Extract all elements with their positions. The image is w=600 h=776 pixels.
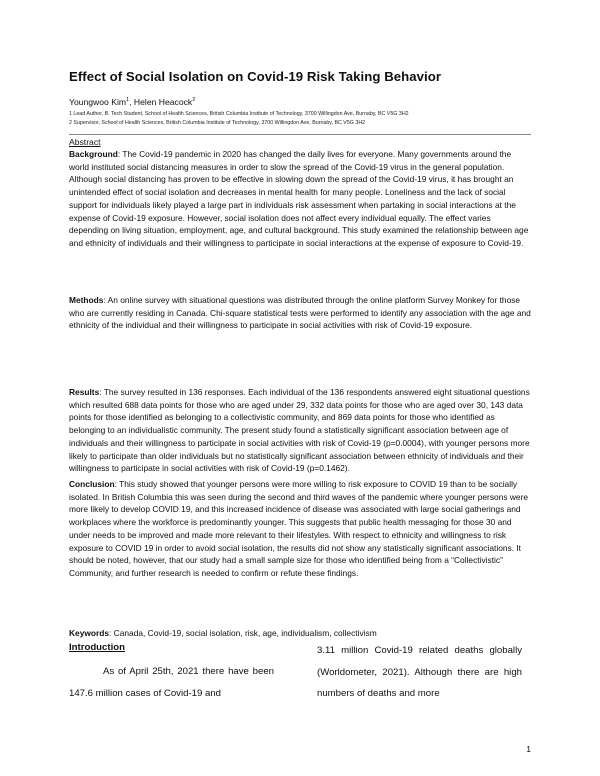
- paper-title: Effect of Social Isolation on Covid-19 Risk Taking Behavior: [69, 69, 442, 84]
- affiliation-marker: 2: [192, 97, 196, 104]
- abstract-heading: Abstract: [69, 137, 101, 147]
- intro-right-column: [317, 640, 522, 705]
- keywords-label: Keywords: [69, 628, 110, 638]
- abstract-results: [69, 386, 531, 475]
- paragraph-text: : The Covid-19 pandemic in 2020 has changed the daily lives for everyone. Many governments around the world instituted social distancing measures in order to slow the spread of the Covid-19 virus in the general population. Although social distancing has proven to be effective in slowing down the spread of the Covid-19 virus, it has brought an unintended effect of social isolation and decreases in mental health for many people. Loneliness and the lack of social support for individuals likely played a large part in individuals risk assessment when partaking in social interactions at the expense of Covid-19 exposure. However, social isolation does not affect every individual equally. The effect varies depending on living situation, employment, age, and cultural background. This study examined the relationship between age and ethnicity of individuals and their willingness to participate in social interactions at the expense of exposure to Covid-19.: [69, 149, 529, 248]
- author-line: [69, 97, 195, 107]
- intro-left-text: As of April 25th, 2021 there have been 147.6 million cases of Covid-19 and: [69, 666, 274, 699]
- affiliation-marker: 1: [126, 97, 130, 104]
- author-name: Youngwoo Kim: [69, 97, 127, 107]
- keywords: [69, 627, 531, 640]
- affiliation-2: 2 Supervisor, School of Health Sciences, British Columbia Institute of Technology, 3700 Willingdon Ave, Burnaby, BC V5G 3H2: [69, 120, 366, 126]
- intro-right-text: 3.11 million Covid-19 related deaths globally (Worldometer, 2021). Although there are high numbers of deaths and more: [317, 645, 522, 699]
- keywords-text: : Canada, Covid-19, social isolation, risk, age, individualism, collectivism: [109, 628, 377, 638]
- section-label: Background: [69, 149, 118, 159]
- introduction-heading: Introduction: [69, 642, 125, 653]
- section-label: Methods: [69, 295, 104, 305]
- paragraph-text: : This study showed that younger persons were more willing to risk exposure to COVID 19 than to be socially isolated. In British Columbia this was seen during the second and third waves of the pandemic where younger persons were more likely to develop COVID 19, and this increased incidence of disease was associated with large social gatherings and workplaces where the workforce is predominantly younger. This suggests that public health messaging for those 30 and under needs to be improved and made more relevant to their lifestyles. With respect to ethnicity and willingness to risk exposure to COVID 19 in order to avoid social isolation, the results did not show any statistically significant associations. It should be noted, however, that our study had a small sample size for those who identified being from a “Collectivistic” Community, and further research is needed to confirm or refute these findings.: [69, 479, 529, 578]
- paragraph-text: : The survey resulted in 136 responses. Each individual of the 136 respondents answered eight situational questions which resulted 688 data points for those who are aged under 29, 332 data points for those who are aged over 30, 143 data points for those identified as belonging to a collectivistic community, and 869 data points for those who identified as belonging to an individualistic community. The present study found a statistically significant association between age of individuals and their willingness to participate in social activities with risk of Covid-19 (p=0.0004), with younger persons more likely to participate than older individuals but no statistically significant association between ethnicity of individuals and their willingness to participate in social activities with risk of Covid-19 (p=0.1462).: [69, 387, 530, 474]
- section-label: Conclusion: [69, 479, 115, 489]
- section-label: Results: [69, 387, 100, 397]
- abstract-methods: [69, 294, 531, 332]
- abstract-background: [69, 148, 531, 250]
- author-name: Helen Heacock: [133, 97, 193, 107]
- page-number: 1: [526, 744, 531, 754]
- author-separator: ,: [129, 97, 134, 107]
- intro-left-column: [69, 661, 274, 704]
- affiliation-1: 1 Lead Author, B. Tech Student, School of Health Sciences, British Columbia Institute of Technology, 3700 Willingdon Ave, Burnaby, BC V5G 3H2: [69, 111, 409, 117]
- section-divider: [69, 134, 531, 135]
- paragraph-text: : An online survey with situational questions was distributed through the online platform Survey Monkey for those who are currently residing in Canada. Chi-square statistical tests were performed to identify any association with the age and ethnicity of the individual and their willingness to participate in social activities with risk of Covid-19 exposure.: [69, 295, 531, 331]
- abstract-conclusion: [69, 478, 531, 580]
